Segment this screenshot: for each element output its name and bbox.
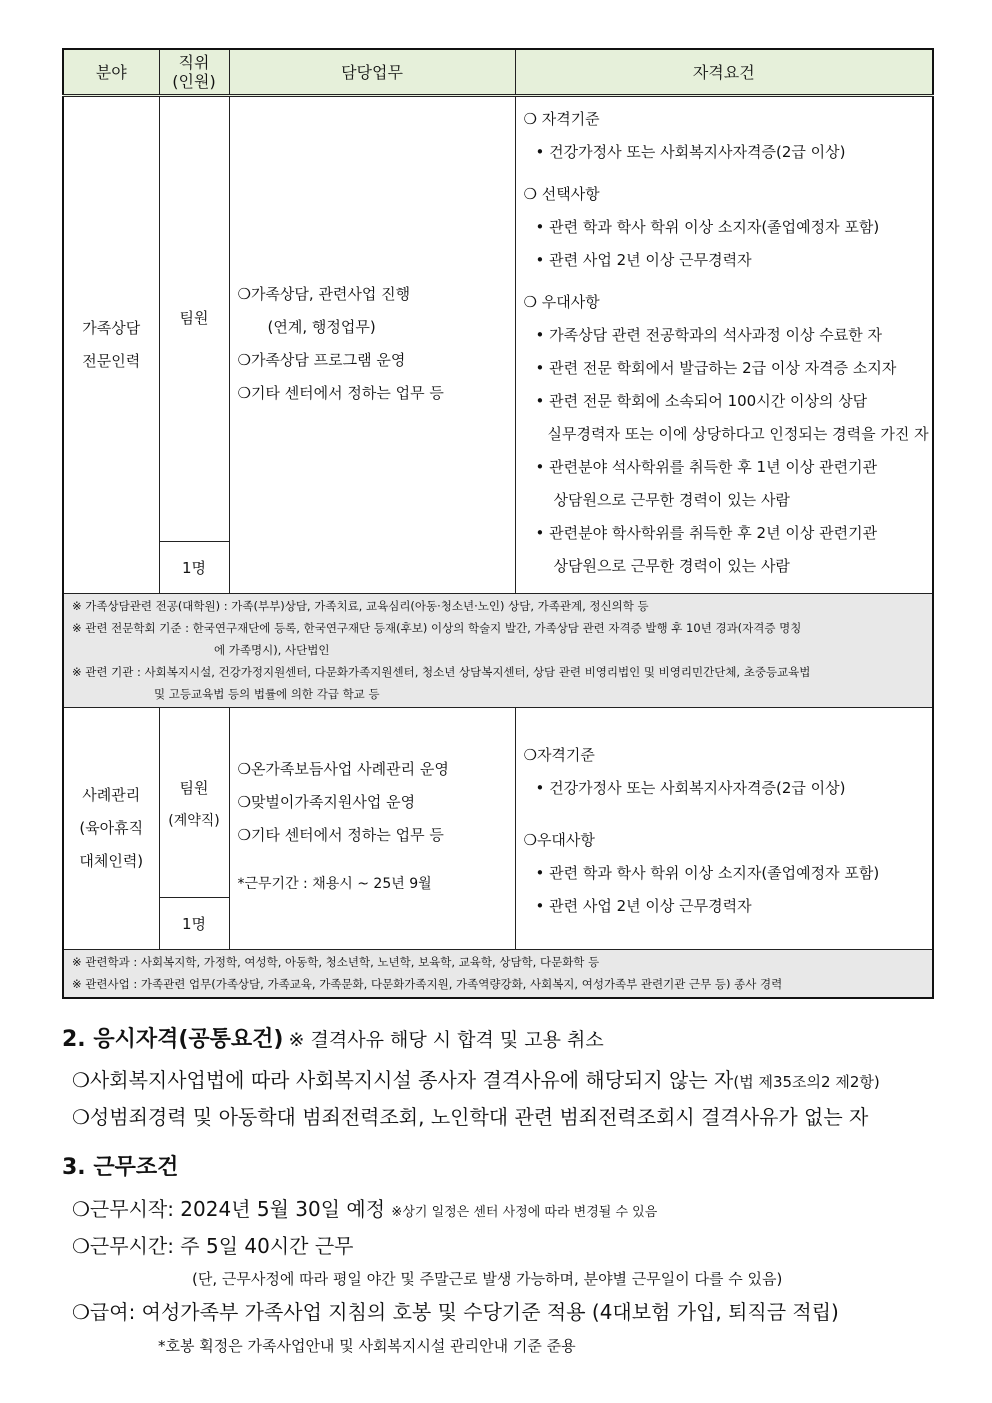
section2-title: 2. 응시자격(공통요건) xyxy=(62,1027,284,1052)
header-qualifications: 자격요건 xyxy=(515,49,933,96)
qualifications-counseling: ❍ 자격기준 • 건강가정사 또는 사회복지사자격증(2급 이상) ❍ 선택사항 • 관련 학과 학사 학위 이상 소지자(졸업예정자 포함) • 관련 사업 2년 이상 근무경력자 ❍ 우대사항 • 가족상담 관련 전공학과의 석사과정 이상 수료한 자 • 관련 전문 학회에서 발급하는 2급 이상 자격증 소지자 • 관련 전문 학회에 소속되어 100시간 이상의 상담 실무경력자 또는 이에 상당하다고 인정되는 경력을 가진 자 • 관련분야 석사학위를 취득한 후 1년 이상 관련기관 상담원으로 근무한 경력이 있는 사람 • 관련분야 학사학위를 취득한 후 2년 이상 관련기관 상담원으로 근무한 경력이 있는 사람 xyxy=(515,96,933,594)
notes-counseling: ※ 가족상담관련 전공(대학원) : 가족(부부)상담, 가족치료, 교육심리(아동·청소년·노인) 상담, 가족관계, 정신의학 등 ※ 관련 전문학회 기준 : 한국연구재단에 등록, 한국연구재단 등재(후보) 이상의 학술지 발간, 가족상담 관련 자격증 발행 후 10년 경과(자격증 명칭 에 가족명시), 사단법인 ※ 관련 기관 : 사회복지시설, 건강가정지원센터, 다문화가족지원센터, 청소년 상담복지센터, 상담 관련 비영리법인 및 비영리민간단체, 초중등교육법 및 고등교육법 등의 법률에 의한 각급 학교 등 xyxy=(63,594,933,708)
position-case-management: 팀원 (계약직) xyxy=(159,708,229,898)
notes-case-management: ※ 관련학과 : 사회복지학, 가정학, 여성학, 아동학, 청소년학, 노년학, 보육학, 교육학, 상담학, 다문화학 등 ※ 관련사업 : 가족관련 업무(가족상담, 가족교육, 가족문화, 다문화가족지원, 가족역량강화, 사회복지, 여성가족부 관련기관 근무 등) 종사 경력 xyxy=(63,950,933,999)
table-row-counseling xyxy=(63,96,933,542)
count-counseling: 1명 xyxy=(159,542,229,594)
section2-item2: ❍성범죄경력 및 아동학대 범죄전력조회, 노인학대 관련 범죄전력조회시 결격사유가 없는 자 xyxy=(72,1105,869,1129)
field-case-management: 사례관리 (육아휴직 대체인력) xyxy=(63,708,159,950)
section2-subtitle: ※ 결격사유 해당 시 합격 및 고용 취소 xyxy=(288,1029,604,1051)
section3-pay-note: *호봉 획정은 가족사업안내 및 사회복지시설 관리안내 기준 준용 xyxy=(158,1337,576,1355)
field-counseling: 가족상담 전문인력 xyxy=(63,96,159,594)
section3-hours-note: (단, 근무사정에 따라 평일 야간 및 주말근로 발생 가능하며, 분야별 근무일이 다를 수 있음) xyxy=(192,1270,783,1288)
section3-start: ❍근무시작: 2024년 5월 30일 예정 ※상기 일정은 센터 사정에 따라 변경될 수 있음 xyxy=(72,1197,658,1221)
header-field: 분야 xyxy=(63,49,159,96)
header-tasks: 담당업무 xyxy=(229,49,515,96)
section3-hours: ❍근무시간: 주 5일 40시간 근무 xyxy=(72,1234,354,1258)
header-position: 직위 (인원) xyxy=(159,49,229,96)
table-header-row xyxy=(63,49,933,96)
tasks-counseling: ❍가족상담, 관련사업 진행 (연계, 행정업무) ❍가족상담 프로그램 운영 ❍기타 센터에서 정하는 업무 등 xyxy=(229,96,515,594)
position-counseling: 팀원 xyxy=(159,96,229,542)
section2-item1: ❍사회복지사업법에 따라 사회복지시설 종사자 결격사유에 해당되지 않는 자(법 제35조의2 제2항) xyxy=(72,1068,880,1092)
tasks-case-management: ❍온가족보듬사업 사례관리 운영 ❍맞벌이가족지원사업 운영 ❍기타 센터에서 정하는 업무 등 *근무기간 : 채용시 ~ 25년 9월 xyxy=(229,708,515,950)
table-row-case-management xyxy=(63,708,933,898)
section3-heading xyxy=(62,1150,178,1181)
qualifications-case-management: ❍자격기준 • 건강가정사 또는 사회복지사자격증(2급 이상) ❍우대사항 • 관련 학과 학사 학위 이상 소지자(졸업예정자 포함) • 관련 사업 2년 이상 근무경력자 xyxy=(515,708,933,950)
recruitment-table xyxy=(62,48,934,999)
count-case-management: 1명 xyxy=(159,898,229,950)
section2-heading xyxy=(62,1022,604,1053)
section3-pay: ❍급여: 여성가족부 가족사업 지침의 호봉 및 수당기준 적용 (4대보험 가입, 퇴직금 적립) xyxy=(72,1300,839,1324)
section3-title: 3. 근무조건 xyxy=(62,1155,179,1180)
